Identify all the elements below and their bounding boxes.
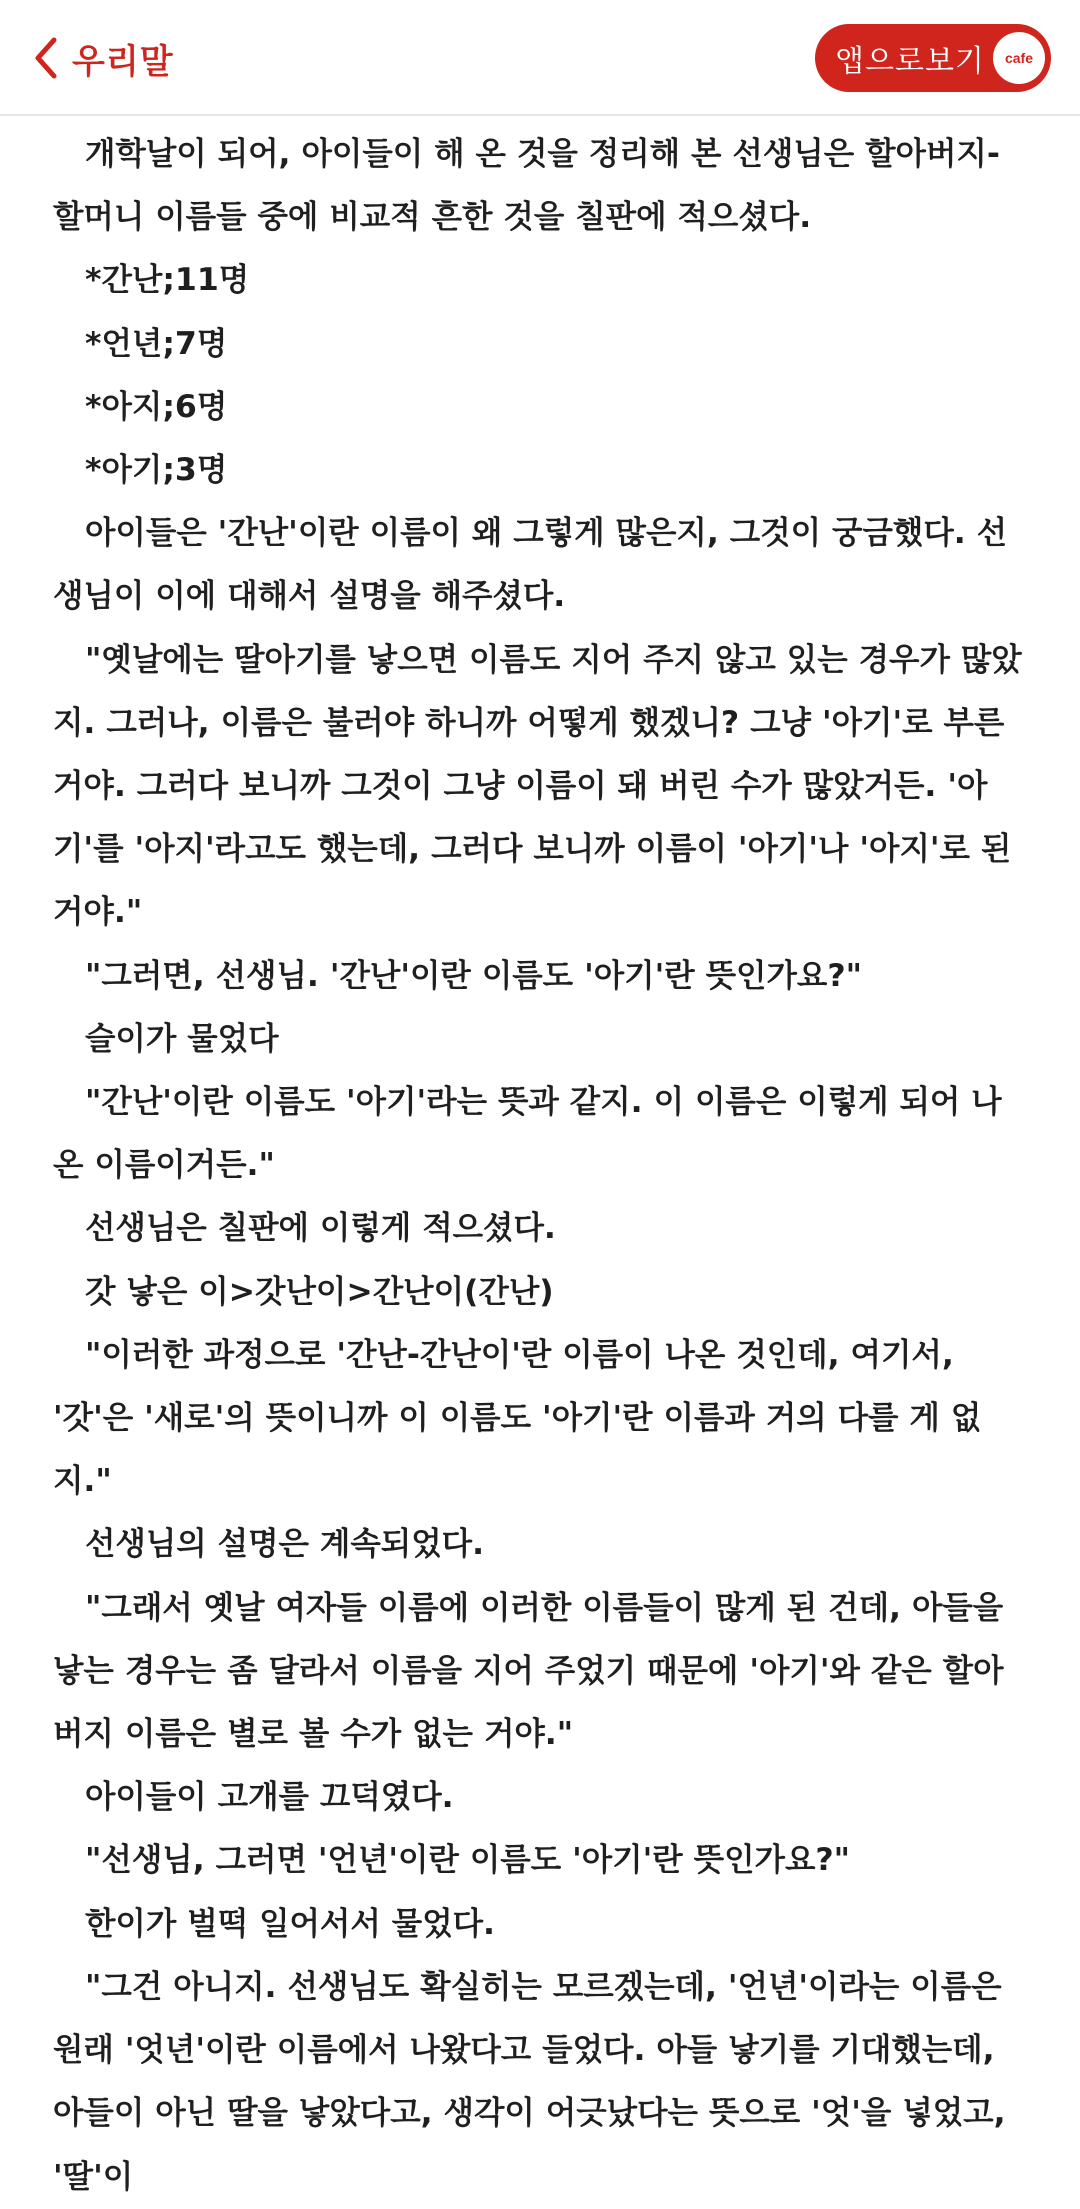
paragraph: "선생님, 그러면 '언년'이란 이름도 '아기'란 뜻인가요?" [85, 1842, 851, 1879]
cafe-board-title: 우리말 [72, 41, 174, 82]
cafe-logo-icon: cafe [993, 32, 1045, 84]
paragraph: 슬이가 물었다 [85, 1020, 279, 1057]
paragraph: "그건 아니지. 선생님도 확실히는 모르겠는데, '언년'이라는 이름은 원래 '엇년'이란 이름에서 나왔다고 들었다. 아들 낳기를 기대했는데, 아들이 아닌 딸을 낳았다고, 생각이 어긋났다는 뜻으로 '엇'을 넣었고, '딸'이 [53, 1968, 1006, 2195]
paragraph: 갓 낳은 이>갓난이>간난이(간난) [85, 1273, 554, 1310]
paragraph: *아지;6명 [85, 388, 228, 425]
paragraph: "간난'이란 이름도 '아기'라는 뜻과 같지. 이 이름은 이렇게 되어 나온 이름이거든." [53, 1084, 1002, 1184]
paragraph: 한이가 벌떡 일어서서 물었다. [85, 1905, 496, 1942]
paragraph: 선생님의 설명은 계속되었다. [85, 1526, 485, 1563]
article-body [0, 116, 1080, 2195]
chevron-left-icon [34, 37, 58, 79]
paragraph: 아이들은 '간난'이란 이름이 왜 그렇게 많은지, 그것이 궁금했다. 선생님이 이에 대해서 설명을 해주셨다. [53, 515, 1008, 615]
paragraph: "그래서 옛날 여자들 이름에 이러한 이름들이 많게 된 건데, 아들을 낳는 경우는 좀 달라서 이름을 지어 주었기 때문에 '아기'와 같은 할아버지 이름은 별로 볼 수가 없는 거야." [53, 1589, 1004, 1753]
open-in-app-button[interactable] [815, 24, 1051, 92]
open-in-app-label: 앱으로보기 [835, 44, 985, 79]
paragraph: 선생님은 칠판에 이렇게 적으셨다. [85, 1210, 556, 1247]
article-text [0, 116, 1080, 2209]
paragraph: "옛날에는 딸아기를 낳으면 이름도 지어 주지 않고 있는 경우가 많았지. 그러나, 이름은 불러야 하니까 어떻게 했겠니? 그냥 '아기'로 부른 거야. 그러다 보니까 그것이 그냥 이름이 돼 버린 수가 많았거든. '아기'를 '아지'라고도 했는데, 그러다 보니까 이름이 '아기'나 '아지'로 된 거야." [53, 641, 1022, 931]
paragraph: "이러한 과정으로 '간난-간난이'란 이름이 나온 것인데, 여기서, '갓'은 '새로'의 뜻이니까 이 이름도 '아기'란 이름과 거의 다를 게 없지." [53, 1336, 982, 1500]
paragraph: "그러면, 선생님. '간난'이란 이름도 '아기'란 뜻인가요?" [85, 957, 863, 994]
paragraph: 아이들이 고개를 끄덕였다. [85, 1779, 454, 1816]
paragraph: *언년;7명 [85, 325, 228, 362]
paragraph: 개학날이 되어, 아이들이 해 온 것을 정리해 본 선생님은 할아버지-할머니 이름들 중에 비교적 흔한 것을 칠판에 적으셨다. [53, 136, 1000, 236]
paragraph: *간난;11명 [85, 262, 250, 299]
back-button[interactable] [34, 30, 174, 86]
top-bar [0, 0, 1080, 116]
paragraph: *아기;3명 [85, 452, 228, 489]
